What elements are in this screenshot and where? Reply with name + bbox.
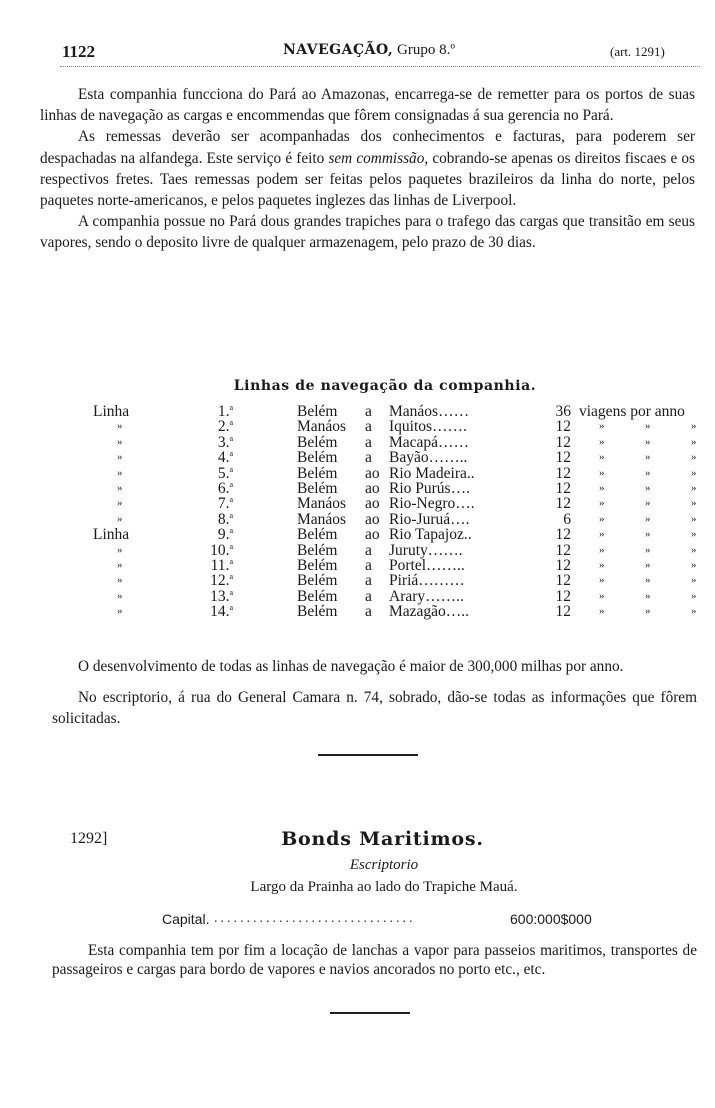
ditto-mark: » [691,589,697,602]
ordinal-marker: a [229,557,233,567]
trips-per-year: 12 [555,480,571,498]
ditto-mark: » [599,420,605,433]
ordinal-marker: a [229,526,233,536]
row-label: Linha [93,526,130,544]
row-label: » [117,420,123,433]
origin: Belém [297,449,338,467]
spacer [577,435,599,450]
origin: Belém [297,603,338,621]
ditto-mark: » [691,482,697,495]
ditto-mark: » [645,589,651,602]
preposition: a [365,557,372,575]
ditto-mark: » [645,512,651,525]
end-divider [330,1012,410,1014]
preposition: ao [365,480,380,498]
ditto-mark: » [645,497,651,510]
row-label: » [117,559,123,572]
destination: Mazagão….. [389,603,470,621]
line-number [149,466,297,481]
row-label: » [117,482,123,495]
line-number [149,404,297,419]
spacer [577,543,599,558]
table-row [93,604,711,619]
trips-per-year: 12 [555,526,571,544]
intro-paragraph-3: A companhia possue no Pará dous grandes trapiches para o trafego das cargas que transitão em seus vapores, sendo o deposito livre de qualquer armazenagem, pelo prazo de 30 dias. [40,213,695,252]
table-row [93,404,711,419]
origin: Belém [297,572,338,590]
row-label: » [117,589,123,602]
line-number-value: 12. [210,572,230,590]
preposition: a [365,587,372,605]
line-number [149,589,297,604]
ditto-mark: » [599,466,605,479]
spacer [577,573,599,588]
destination: Rio Tapajoz.. [389,526,472,544]
ditto-mark: » [645,435,651,448]
destination: Arary…….. [389,587,464,605]
table-row [93,435,711,450]
row-label: » [117,497,123,510]
ditto-mark: » [599,574,605,587]
preposition: ao [365,510,380,528]
origin: Manáos [297,495,347,513]
table-row [93,573,711,588]
ditto-mark: » [645,420,651,433]
line-number [149,512,297,527]
line-number-value: 10. [210,541,230,559]
spacer [577,419,599,434]
line-number [149,543,297,558]
spacer [577,466,599,481]
section-subtitle: Escriptorio [349,857,419,873]
ditto-mark: » [691,497,697,510]
ordinal-marker: a [229,464,233,474]
origin: Belém [297,480,338,498]
line-number-value: 1. [217,403,230,420]
ditto-mark: » [691,559,697,572]
unit-header: viagens por anno [579,403,685,420]
ditto-mark: » [645,543,651,556]
origin: Manáos [297,510,347,528]
ditto-mark: » [645,528,651,541]
after-table-text [52,656,697,730]
ditto-mark: » [691,528,697,541]
ordinal-marker: a [229,480,233,490]
table-row [93,450,711,465]
preposition: ao [365,495,380,513]
section-address: Largo da Prainha ao lado do Trapiche Mauá. [250,879,518,895]
ditto-mark: » [691,466,697,479]
ditto-mark: » [691,435,697,448]
ditto-mark: » [691,451,697,464]
trips-per-year: 12 [555,603,571,621]
ditto-mark: » [691,512,697,525]
routes-table [93,404,711,620]
line-number [149,573,297,588]
preposition: a [365,418,372,436]
destination: Macapá…… [389,433,470,451]
section-title: Bonds Maritimos. [281,828,484,850]
line-number-value: 7. [217,495,230,513]
ditto-mark: » [691,543,697,556]
trips-per-year: 12 [555,464,571,482]
line-number [149,496,297,511]
line-number-value: 8. [217,510,230,528]
line-number-value: 13. [210,587,230,605]
line-number-value: 3. [217,433,230,451]
emphasis-sem-commissao: sem commissão [328,149,425,167]
ditto-mark: » [599,451,605,464]
section-number: 1292] [70,830,108,847]
trips-per-year: 12 [555,449,571,467]
line-number [149,435,297,450]
preposition: a [365,403,372,420]
ordinal-marker: a [229,403,233,412]
ordinal-marker: a [229,449,233,459]
ordinal-marker: a [229,418,233,428]
trips-per-year: 12 [555,587,571,605]
ditto-mark: » [599,543,605,556]
ditto-mark: » [599,605,605,618]
destination: Bayão…….. [389,449,468,467]
origin: Belém [297,526,338,544]
ditto-mark: » [599,482,605,495]
running-title [283,42,455,59]
destination: Manáos…… [389,403,470,420]
row-label: » [117,574,123,587]
row-label: » [117,435,123,448]
table-row [93,558,711,573]
intro-text [40,84,695,254]
table-row [93,466,711,481]
ordinal-marker: a [229,510,233,520]
section-divider [318,754,418,756]
spacer [577,558,599,573]
ditto-mark: » [599,559,605,572]
intro-paragraph-2: As remessas deverão ser acompanhadas dos conhecimentos e facturas, para poderem ser despachadas na alfandega. Este serviço é feito sem commissão, cobrando-se apenas os direitos fiscaes e os respectivos fretes. Taes remessas podem ser feitas pelos paquetes brazileiros da linha do norte, pelos paquetes norte-americanos, e pelos paquetes inglezes das linhas de Liverpool. [40,128,695,210]
capital-value: 600:000$000 [510,911,592,927]
destination: Piriá……… [389,572,465,590]
table-row [93,527,711,542]
preposition: ao [365,464,380,482]
running-title-group: Grupo 8.º [397,42,455,58]
table-row [93,481,711,496]
line-number [149,419,297,434]
row-label: » [117,543,123,556]
spacer [577,604,599,619]
row-label: Linha [93,403,130,420]
trips-per-year: 12 [555,557,571,575]
header-rule [60,66,700,67]
development-paragraph: O desenvolvimento de todas as linhas de navegação é maior de 300,000 milhas por anno. [78,658,624,675]
trips-per-year: 12 [555,541,571,559]
preposition: ao [365,526,380,544]
ordinal-marker: a [229,587,233,597]
ditto-mark: » [645,466,651,479]
preposition: a [365,433,372,451]
ordinal-marker: a [229,603,233,613]
origin: Manáos [297,418,347,436]
line-number-value: 2. [217,418,230,436]
spacer [577,527,599,542]
destination: Portel…….. [389,557,465,575]
ditto-mark: » [645,559,651,572]
origin: Belém [297,464,338,482]
origin: Belém [297,433,338,451]
destination: Rio-Negro…. [389,495,475,513]
origin: Belém [297,541,338,559]
table-row [93,543,711,558]
preposition: a [365,603,372,621]
trips-per-year: 6 [563,510,571,528]
table-row [93,419,711,434]
origin: Belém [297,557,338,575]
ditto-mark: » [599,528,605,541]
article-reference: (art. 1291) [610,44,665,59]
line-number-value: 11. [210,557,230,575]
line-number [149,527,297,542]
row-label: » [117,466,123,479]
origin: Belém [297,403,338,420]
line-number [149,558,297,573]
description-paragraph: Esta companhia tem por fim a locação de lanchas a vapor para passeios maritimos, transportes de passageiros e cargas para bordo de vapores e navios ancorados no porto etc., etc. [52,942,697,978]
destination: Rio Purús…. [389,480,470,498]
line-number-value: 4. [217,449,230,467]
ditto-mark: » [599,512,605,525]
table-row [93,589,711,604]
table-row [93,512,711,527]
ordinal-marker: a [229,495,233,505]
ditto-mark: » [645,482,651,495]
ditto-mark: » [599,589,605,602]
ordinal-marker: a [229,572,233,582]
spacer [577,589,599,604]
line-number-value: 9. [217,526,230,544]
line-number [149,604,297,619]
ditto-mark: » [645,451,651,464]
spacer [577,512,599,527]
destination: Rio-Juruá…. [389,510,470,528]
ditto-mark: » [645,574,651,587]
line-number [149,481,297,496]
capital-label: Capital. [162,911,210,927]
destination: Iquitos……. [389,418,467,436]
trips-per-year: 12 [555,418,571,436]
row-label: » [117,451,123,464]
ditto-mark: » [599,435,605,448]
preposition: a [365,572,372,590]
line-number [149,450,297,465]
trips-per-year: 36 [555,403,571,420]
section-description [52,941,697,979]
trips-per-year: 12 [555,495,571,513]
ditto-mark: » [599,497,605,510]
ditto-mark: » [645,605,651,618]
ordinal-marker: a [229,433,233,443]
row-label: » [117,512,123,525]
trips-per-year: 12 [555,572,571,590]
line-number-value: 6. [217,480,230,498]
page-number: 1122 [62,42,96,61]
origin: Belém [297,587,338,605]
line-number-value: 5. [217,464,230,482]
preposition: a [365,449,372,467]
table-row [93,496,711,511]
office-paragraph: No escriptorio, á rua do General Camara n. 74, sobrado, dão-se todas as informações que fôrem solicitadas. [52,689,697,728]
ditto-mark: » [691,605,697,618]
row-label: » [117,605,123,618]
ditto-mark: » [691,574,697,587]
spacer [577,496,599,511]
preposition: a [365,541,372,559]
trips-per-year: 12 [555,433,571,451]
routes-table-title: Linhas de navegação da companhia. [233,378,537,394]
ditto-mark: » [691,420,697,433]
intro-paragraph-1: Esta companhia funcciona do Pará ao Amazonas, encarrega-se de remetter para os portos de suas linhas de navegação as cargas e encommendas que fôrem consignadas á sua gerencia no Pará. [40,86,695,125]
destination: Juruty……. [389,541,463,559]
spacer [577,450,599,465]
running-title-main: NAVEGAÇÃO, [283,42,394,58]
spacer [577,481,599,496]
ordinal-marker: a [229,541,233,551]
capital-leader-dots: ............................... [214,911,416,926]
destination: Rio Madeira.. [389,464,475,482]
line-number-value: 14. [210,603,230,621]
